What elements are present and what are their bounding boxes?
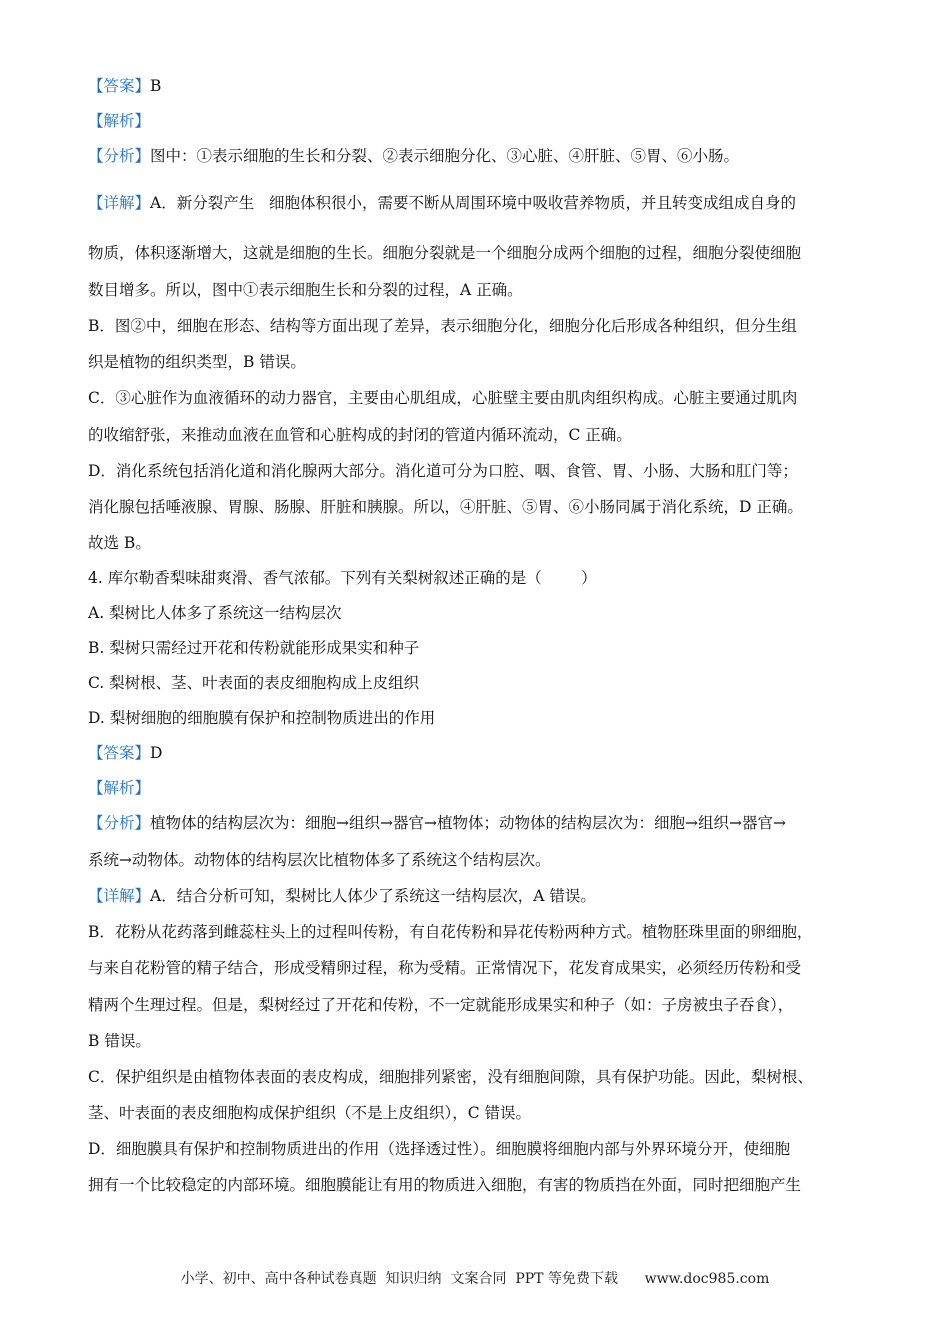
page-footer: 小学、初中、高中各种试卷真题 知识归纳 文案合同 PPT 等免费下载 www.doc985.com bbox=[180, 1271, 770, 1287]
answer-label: 【答案】 bbox=[88, 77, 151, 95]
q3-analysis-label: 【解析】 bbox=[88, 112, 151, 130]
q4-text-line: 精两个生理过程。但是，梨树经过了开花和传粉，不一定就能形成果实和种子（如：子房被虫子吞食）， bbox=[88, 996, 794, 1014]
q3-fenxi-line: 【分析】图中：①表示细胞的生长和分裂、②表示细胞分化、③心脏、④肝脏、⑤胃、⑥小肠。 bbox=[88, 147, 740, 165]
q3-text-line: C．③心脏作为血液循环的动力器官，主要由心肌组成，心脏壁主要由肌肉组织构成。心脏主要通过肌肉 bbox=[88, 389, 798, 407]
q3-xiangjie-line: 【详解】A．新分裂产生 细胞体积很小，需要不断从周围环境中吸收营养物质，并且转变成组成自身的 bbox=[88, 194, 796, 212]
q4-text-line: 与来自花粉管的精子结合，形成受精卵过程，称为受精。正常情况下，花发育成果实，必须经历传粉和受 bbox=[88, 959, 802, 977]
q4-option-b: B. 梨树只需经过开花和传粉就能形成果实和种子 bbox=[88, 639, 420, 657]
q4-option-a: A. 梨树比人体多了系统这一结构层次 bbox=[88, 604, 342, 622]
q4-answer-value: D bbox=[150, 744, 163, 762]
q4-fenxi-line-2: 系统→动物体。动物体的结构层次比植物体多了系统这个结构层次。 bbox=[88, 851, 551, 869]
q4-text-line: B 错误。 bbox=[88, 1032, 151, 1050]
q3-text-line: 的收缩舒张，来推动血液在血管和心脏构成的封闭的管道内循环流动，C 正确。 bbox=[88, 426, 632, 444]
q4-text-line: C．保护组织是由植物体表面的表皮构成，细胞排列紧密，没有细胞间隙，具有保护功能。因此，梨树根、 bbox=[88, 1068, 813, 1086]
q3-text-line: 故选 B。 bbox=[88, 534, 151, 552]
q3-text-line: 数目增多。所以，图中①表示细胞生长和分裂的过程，A 正确。 bbox=[88, 281, 523, 299]
q4-xiangjie-line: 【详解】A．结合分析可知，梨树比人体少了系统这一结构层次，A 错误。 bbox=[88, 887, 596, 905]
q4-analysis-label: 【解析】 bbox=[88, 779, 151, 797]
q4-answer-line: 【答案】D bbox=[88, 744, 163, 762]
q4-option-c: C. 梨树根、茎、叶表面的表皮细胞构成上皮组织 bbox=[88, 674, 420, 692]
q3-text-line: B．图②中，细胞在形态、结构等方面出现了差异，表示细胞分化，细胞分化后形成各种组织，但分生组 bbox=[88, 317, 797, 335]
q3-text-line: D．消化系统包括消化道和消化腺两大部分。消化道可分为口腔、咽、食管、胃、小肠、大肠和肛门等； bbox=[88, 462, 798, 480]
q3-answer-value: B bbox=[150, 77, 162, 95]
q4-text-line: D．细胞膜具有保护和控制物质进出的作用（选择透过性）。细胞膜将细胞内部与外界环境分开，使细胞 bbox=[88, 1140, 791, 1158]
q3-text-line: 织是植物的组织类型，B 错误。 bbox=[88, 353, 306, 371]
q4-text-line: 拥有一个比较稳定的内部环境。细胞膜能让有用的物质进入细胞，有害的物质挡在外面，同时把细胞产生 bbox=[88, 1176, 802, 1194]
q4-option-d: D. 梨树细胞的细胞膜有保护和控制物质进出的作用 bbox=[88, 709, 436, 727]
q3-answer-line bbox=[88, 75, 868, 97]
q3-text-line: 物质，体积逐渐增大，这就是细胞的生长。细胞分裂就是一个细胞分成两个细胞的过程，细胞分裂使细胞 bbox=[88, 244, 802, 262]
q4-text-line: B．花粉从花药落到雌蕊柱头上的过程叫传粉，有自花传粉和异花传粉两种方式。植物胚珠里面的卵细胞， bbox=[88, 923, 813, 941]
q3-text-line: 消化腺包括唾液腺、胃腺、肠腺、肝脏和胰腺。所以，④肝脏、⑤胃、⑥小肠同属于消化系统，D 正确。 bbox=[88, 498, 803, 516]
q4-text-line: 茎、叶表面的表皮细胞构成保护组织（不是上皮组织），C 错误。 bbox=[88, 1104, 532, 1122]
q4-question: 4. 库尔勒香梨味甜爽滑、香气浓郁。下列有关梨树叙述正确的是（ ） bbox=[88, 569, 597, 587]
q4-fenxi-line: 【分析】植物体的结构层次为：细胞→组织→器官→植物体；动物体的结构层次为：细胞→组织→器官→ bbox=[88, 814, 786, 832]
